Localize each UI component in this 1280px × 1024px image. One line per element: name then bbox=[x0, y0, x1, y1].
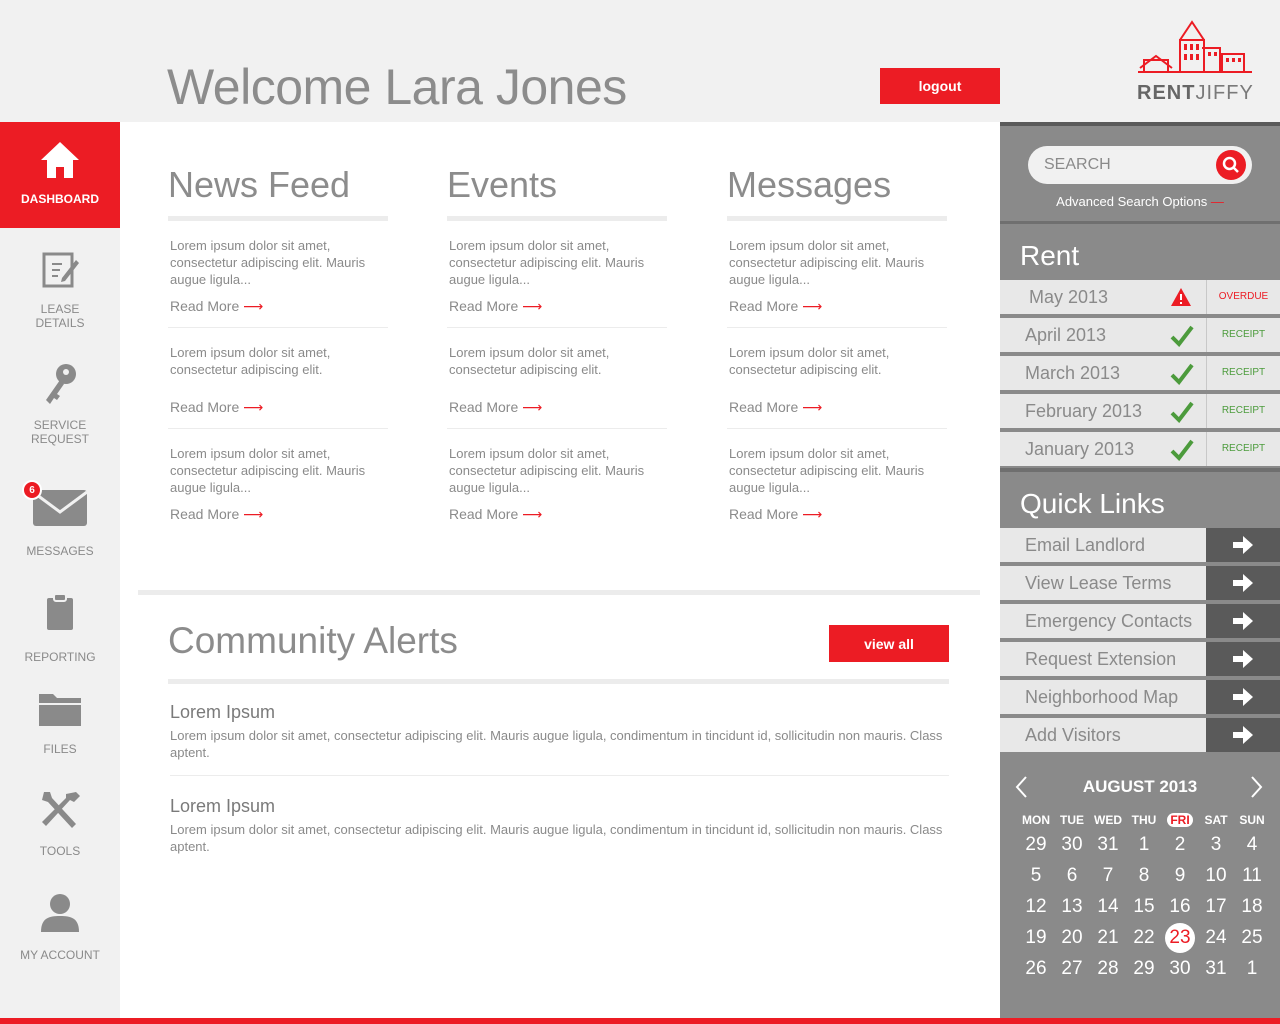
sidebar-item-label: DASHBOARD bbox=[21, 192, 99, 206]
calendar-day[interactable]: 30 bbox=[1061, 833, 1083, 855]
calendar-day[interactable]: 19 bbox=[1025, 926, 1047, 948]
read-more-link[interactable]: Read More ⟶ bbox=[729, 399, 823, 415]
arrow-right-icon bbox=[1233, 726, 1253, 744]
calendar-day[interactable]: 1 bbox=[1138, 833, 1150, 855]
user-icon bbox=[39, 892, 81, 934]
check-icon bbox=[1170, 401, 1194, 423]
calendar-day[interactable]: 5 bbox=[1030, 864, 1042, 886]
list-item: Lorem ipsum dolor sit amet, consectetur adipiscing elit. Mauris augue ligula... Read More ⟶ bbox=[168, 429, 388, 523]
sidebar-item-label: SERVICE REQUEST bbox=[30, 418, 89, 446]
list-item: Lorem ipsum dolor sit amet, consectetur adipiscing elit. Read More ⟶ bbox=[168, 328, 388, 429]
arrow-right-icon bbox=[1233, 688, 1253, 706]
logo-wordmark: RENTJIFFY bbox=[1137, 82, 1254, 104]
folder-icon bbox=[37, 688, 83, 728]
calendar-day[interactable]: 24 bbox=[1205, 926, 1227, 948]
events-title: Events bbox=[447, 164, 558, 205]
list-item: Lorem ipsum dolor sit amet, consectetur adipiscing elit. Mauris augue ligula... Read More ⟶ bbox=[168, 221, 388, 328]
list-item: Lorem ipsum dolor sit amet, consectetur adipiscing elit. Read More ⟶ bbox=[727, 328, 947, 429]
key-icon bbox=[40, 362, 80, 406]
alert-text: Lorem ipsum dolor sit amet, consectetur adipiscing elit. Mauris augue ligula, condimentum in tincidunt id, sollicitudin non mauris. Class aptent. bbox=[170, 822, 943, 854]
read-more-link[interactable]: Read More ⟶ bbox=[729, 298, 823, 314]
rent-row bbox=[1000, 356, 1280, 392]
sidebar-item-messages[interactable] bbox=[0, 480, 120, 558]
clipboard-icon bbox=[45, 592, 75, 632]
receipt-link[interactable]: RECEIPT bbox=[1206, 394, 1280, 428]
calendar-day[interactable]: 15 bbox=[1133, 895, 1155, 917]
calendar-weekday: MON bbox=[1022, 813, 1050, 827]
list-item: Lorem ipsum dolor sit amet, consectetur adipiscing elit. Mauris augue ligula... Read More ⟶ bbox=[727, 221, 947, 328]
messages-badge: 6 bbox=[22, 480, 42, 500]
section-divider bbox=[138, 590, 980, 595]
arrow-right-icon bbox=[1233, 536, 1253, 554]
calendar-day[interactable]: 30 bbox=[1169, 957, 1191, 979]
search-button[interactable] bbox=[1216, 150, 1246, 180]
sidebar-item-label: FILES bbox=[43, 742, 77, 756]
calendar-day[interactable]: 17 bbox=[1205, 895, 1227, 917]
header bbox=[0, 0, 1280, 122]
list-item: Lorem ipsum dolor sit amet, consectetur adipiscing elit. Read More ⟶ bbox=[447, 328, 667, 429]
rent-month: March 2013 bbox=[1025, 363, 1121, 383]
read-more-link[interactable]: Read More ⟶ bbox=[170, 298, 264, 314]
quick-link-add-visitors[interactable]: Add Visitors bbox=[1000, 718, 1280, 754]
calendar-day[interactable]: 23 bbox=[1162, 922, 1198, 953]
read-more-link[interactable]: Read More ⟶ bbox=[729, 506, 823, 522]
calendar-day[interactable]: 27 bbox=[1061, 957, 1083, 979]
building-logo-icon bbox=[1136, 18, 1254, 78]
calendar-weekday: THU bbox=[1131, 813, 1157, 827]
quick-links-title: Quick Links bbox=[1020, 488, 1165, 519]
list-item: Lorem ipsum dolor sit amet, consectetur adipiscing elit. Mauris augue ligula... Read More ⟶ bbox=[727, 429, 947, 523]
calendar-day[interactable]: 16 bbox=[1169, 895, 1191, 917]
community-alert[interactable] bbox=[170, 702, 949, 776]
search-icon bbox=[1222, 156, 1240, 174]
sidebar bbox=[0, 122, 120, 1018]
calendar-day[interactable]: 12 bbox=[1025, 895, 1047, 917]
calendar-day[interactable]: 1 bbox=[1246, 957, 1258, 979]
calendar-day[interactable]: 29 bbox=[1025, 833, 1047, 855]
community-alert[interactable] bbox=[170, 796, 949, 855]
bottom-bar bbox=[0, 1018, 1280, 1024]
receipt-link[interactable]: RECEIPT bbox=[1206, 432, 1280, 466]
calendar-day[interactable]: 20 bbox=[1061, 926, 1083, 948]
calendar-day[interactable]: 21 bbox=[1097, 926, 1119, 948]
read-more-link[interactable]: Read More ⟶ bbox=[170, 399, 264, 415]
quick-link-email-landlord[interactable]: Email Landlord bbox=[1000, 528, 1280, 564]
quick-link-emergency-contacts[interactable]: Emergency Contacts bbox=[1000, 604, 1280, 640]
calendar-day[interactable]: 6 bbox=[1066, 864, 1078, 886]
calendar-day[interactable]: 3 bbox=[1210, 833, 1222, 855]
calendar-day[interactable]: 13 bbox=[1061, 895, 1083, 917]
read-more-link[interactable]: Read More ⟶ bbox=[449, 298, 543, 314]
arrow-right-icon bbox=[1233, 574, 1253, 592]
advanced-search-link[interactable]: Advanced Search Options — bbox=[1056, 194, 1224, 209]
community-alerts-title: Community Alerts bbox=[168, 620, 458, 661]
calendar-day[interactable]: 31 bbox=[1097, 833, 1119, 855]
check-icon bbox=[1170, 325, 1194, 347]
rent-row bbox=[1000, 280, 1280, 316]
calendar-day[interactable]: 11 bbox=[1242, 864, 1262, 886]
sidebar-item-my-account[interactable] bbox=[0, 892, 120, 962]
calendar-day[interactable]: 28 bbox=[1097, 957, 1119, 979]
calendar-month: AUGUST 2013 bbox=[1082, 777, 1198, 796]
rent-month: April 2013 bbox=[1025, 325, 1107, 345]
alert-text: Lorem ipsum dolor sit amet, consectetur adipiscing elit. Mauris augue ligula, condimentum in tincidunt id, sollicitudin non mauris. Class aptent. bbox=[170, 728, 943, 760]
sidebar-item-dashboard[interactable] bbox=[0, 122, 120, 228]
list-item: Lorem ipsum dolor sit amet, consectetur adipiscing elit. Mauris augue ligula... Read More ⟶ bbox=[447, 221, 667, 328]
calendar-day[interactable]: 8 bbox=[1138, 864, 1150, 886]
sidebar-item-files[interactable] bbox=[0, 688, 120, 756]
sidebar-item-tools[interactable] bbox=[0, 788, 120, 858]
read-more-link[interactable]: Read More ⟶ bbox=[170, 506, 264, 522]
calendar-day[interactable]: 10 bbox=[1205, 864, 1227, 886]
calendar-day[interactable]: 29 bbox=[1133, 957, 1155, 979]
rent-month: January 2013 bbox=[1025, 439, 1135, 459]
main-content bbox=[120, 122, 1000, 1018]
arrow-right-icon bbox=[1233, 612, 1253, 630]
alert-title: Lorem Ipsum bbox=[170, 702, 276, 722]
read-more-link[interactable]: Read More ⟶ bbox=[449, 399, 543, 415]
rent-row bbox=[1000, 394, 1280, 430]
calendar-day[interactable]: 25 bbox=[1241, 926, 1263, 948]
rent-month: May 2013 bbox=[1029, 287, 1109, 307]
calendar-day[interactable]: 2 bbox=[1174, 833, 1186, 855]
receipt-link[interactable]: RECEIPT bbox=[1206, 356, 1280, 390]
community-alerts-rule bbox=[168, 679, 949, 684]
calendar-day[interactable]: 9 bbox=[1174, 864, 1186, 886]
messages-column bbox=[727, 164, 947, 535]
warning-icon bbox=[1170, 287, 1192, 307]
right-panel bbox=[1000, 122, 1280, 1018]
receipt-link[interactable]: RECEIPT bbox=[1206, 318, 1280, 352]
chevron-right-icon[interactable] bbox=[1248, 775, 1264, 799]
calendar bbox=[1000, 757, 1280, 1018]
rent-month: February 2013 bbox=[1025, 401, 1143, 421]
news-feed-column bbox=[168, 164, 388, 535]
logout-button[interactable]: logout bbox=[880, 68, 1000, 104]
calendar-weekday: TUE bbox=[1060, 813, 1084, 827]
events-column bbox=[447, 164, 667, 535]
list-item: Lorem ipsum dolor sit amet, consectetur adipiscing elit. Mauris augue ligula... Read More ⟶ bbox=[447, 429, 667, 523]
overdue-label[interactable]: OVERDUE bbox=[1206, 280, 1280, 314]
calendar-day[interactable]: 31 bbox=[1205, 957, 1227, 979]
edit-icon bbox=[40, 250, 80, 290]
sidebar-item-label: MY ACCOUNT bbox=[20, 948, 100, 962]
quick-link-view-lease-terms[interactable]: View Lease Terms bbox=[1000, 566, 1280, 602]
home-icon bbox=[39, 140, 81, 180]
messages-title: Messages bbox=[727, 164, 892, 205]
news-feed-title: News Feed bbox=[168, 164, 351, 205]
calendar-day[interactable]: 18 bbox=[1241, 895, 1263, 917]
rent-row bbox=[1000, 432, 1280, 468]
search-box bbox=[1028, 146, 1252, 184]
sidebar-item-reporting[interactable] bbox=[0, 592, 120, 664]
sidebar-item-label: TOOLS bbox=[39, 844, 81, 858]
quick-link-request-extension[interactable]: Request Extension bbox=[1000, 642, 1280, 678]
calendar-day[interactable]: 22 bbox=[1133, 926, 1155, 948]
tools-icon bbox=[38, 788, 82, 830]
logo[interactable] bbox=[1136, 18, 1254, 108]
calendar-grid bbox=[1018, 811, 1270, 984]
sidebar-item-label: REPORTING bbox=[24, 650, 96, 664]
calendar-weekday: FRI bbox=[1162, 811, 1198, 829]
arrow-right-icon bbox=[1233, 650, 1253, 668]
calendar-day[interactable]: 7 bbox=[1102, 864, 1114, 886]
check-icon bbox=[1170, 439, 1194, 461]
calendar-day[interactable]: 14 bbox=[1097, 895, 1119, 917]
alert-title: Lorem Ipsum bbox=[170, 796, 276, 816]
calendar-day[interactable]: 4 bbox=[1246, 833, 1258, 855]
sidebar-item-service-request[interactable] bbox=[0, 362, 120, 446]
calendar-day[interactable]: 26 bbox=[1025, 957, 1047, 979]
view-all-button[interactable]: view all bbox=[829, 625, 949, 662]
check-icon bbox=[1170, 363, 1194, 385]
rent-row bbox=[1000, 318, 1280, 354]
search-input[interactable] bbox=[1044, 146, 1204, 184]
welcome-title: Welcome Lara Jones bbox=[167, 59, 627, 115]
rent-title: Rent bbox=[1020, 240, 1080, 271]
calendar-weekday: SUN bbox=[1239, 813, 1265, 827]
sidebar-item-lease-details[interactable] bbox=[0, 250, 120, 330]
sidebar-item-label: LEASE DETAILS bbox=[35, 302, 85, 330]
quick-link-neighborhood-map[interactable]: Neighborhood Map bbox=[1000, 680, 1280, 716]
sidebar-item-label: MESSAGES bbox=[26, 544, 94, 558]
read-more-link[interactable]: Read More ⟶ bbox=[449, 506, 543, 522]
calendar-weekday: WED bbox=[1094, 813, 1122, 827]
calendar-weekday: SAT bbox=[1204, 813, 1228, 827]
